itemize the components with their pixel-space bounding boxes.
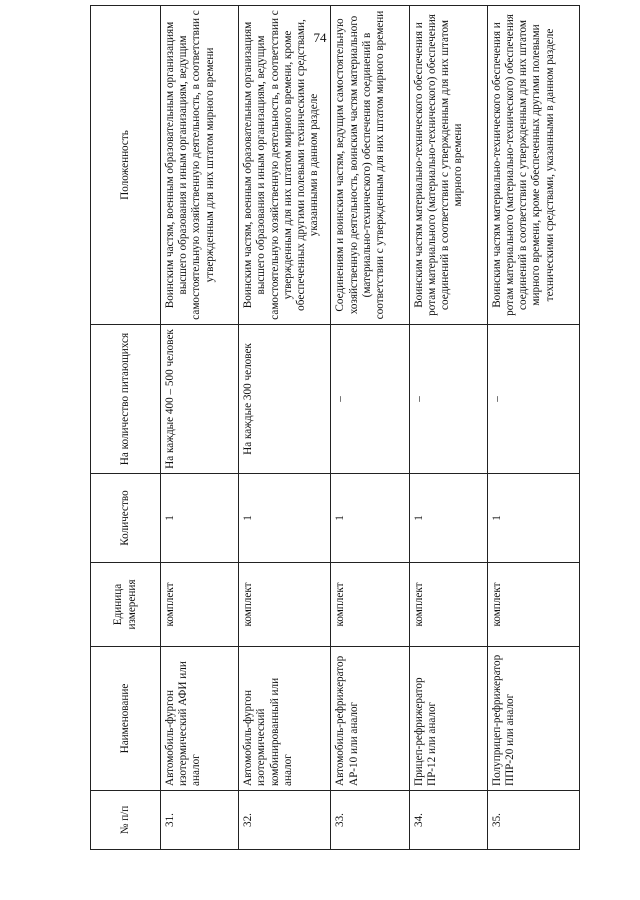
table-header-row xyxy=(91,6,161,850)
row-unit: комплект xyxy=(161,563,239,647)
table-row xyxy=(487,6,579,850)
header-unit: Единица измерения xyxy=(91,563,161,647)
row-name: Полуприцеп-рефрижератор ППР-20 или аналог xyxy=(487,647,579,791)
row-quantity: 1 xyxy=(331,474,409,563)
row-quantity: 1 xyxy=(409,474,487,563)
row-unit: комплект xyxy=(487,563,579,647)
header-name: Наименование xyxy=(91,647,161,791)
table-row xyxy=(331,6,409,850)
row-eaters: – xyxy=(487,325,579,474)
row-number: 35. xyxy=(487,791,579,850)
row-number: 34. xyxy=(409,791,487,850)
row-eaters: На каждые 400 – 500 человек xyxy=(161,325,239,474)
header-position: Положенность xyxy=(91,6,161,325)
row-name: Автомобиль-фургон изотермический комбинированный или аналог xyxy=(239,647,331,791)
equipment-table xyxy=(90,5,580,850)
table-row xyxy=(161,6,239,850)
row-position: Воинским частям, военным образовательным организациям высшего образования и иным организациям, ведущим самостоятельную хозяйственную деятельность, в соответствии с утвержденным для них штатом мирного времени, кроме обеспеченных другими полевыми техническими средствами, указанными в данном разделе xyxy=(239,6,331,325)
row-number: 31. xyxy=(161,791,239,850)
row-position: Воинским частям материально-технического обеспечения и ротам материального (материально-технического) обеспечения соединений в соответствии с утвержденным для них штатом мирного времени, кроме обеспеченных другими полевыми техническими средствами, указанными в данном разделе xyxy=(487,6,579,325)
row-position: Воинским частям материально-технического обеспечения и ротам материального (материально-технического) обеспечения соединений в соответствии с утвержденным для них штатом мирного времени xyxy=(409,6,487,325)
row-name: Автомобиль-рефрижератор АР-10 или аналог xyxy=(331,647,409,791)
row-unit: комплект xyxy=(239,563,331,647)
row-unit: комплект xyxy=(409,563,487,647)
row-name: Прицеп-рефрижератор ПР-12 или аналог xyxy=(409,647,487,791)
table-row xyxy=(239,6,331,850)
row-eaters: На каждые 300 человек xyxy=(239,325,331,474)
row-number: 33. xyxy=(331,791,409,850)
table-row xyxy=(409,6,487,850)
page-number: 74 xyxy=(313,30,327,45)
row-position: Воинским частям, военным образовательным организациям высшего образования и иным организациям, ведущим самостоятельную хозяйственную деятельность, в соответствии с утвержденным для них штатом мирного времени xyxy=(161,6,239,325)
header-eaters: На количество питающихся xyxy=(91,325,161,474)
row-quantity: 1 xyxy=(161,474,239,563)
header-number: № п/п xyxy=(91,791,161,850)
row-quantity: 1 xyxy=(239,474,331,563)
header-quantity: Количество xyxy=(91,474,161,563)
row-unit: комплект xyxy=(331,563,409,647)
row-position: Соединениям и воинским частям, ведущим самостоятельную хозяйственную деятельность, воинским частям материального (материально-технического) обеспечения соединений в соответствии с утвержденным для них штатом мирного времени xyxy=(331,6,409,325)
row-number: 32. xyxy=(239,791,331,850)
row-eaters: – xyxy=(331,325,409,474)
row-eaters: – xyxy=(409,325,487,474)
row-quantity: 1 xyxy=(487,474,579,563)
row-name: Автомобиль-фургон изотермический АФИ или аналог xyxy=(161,647,239,791)
